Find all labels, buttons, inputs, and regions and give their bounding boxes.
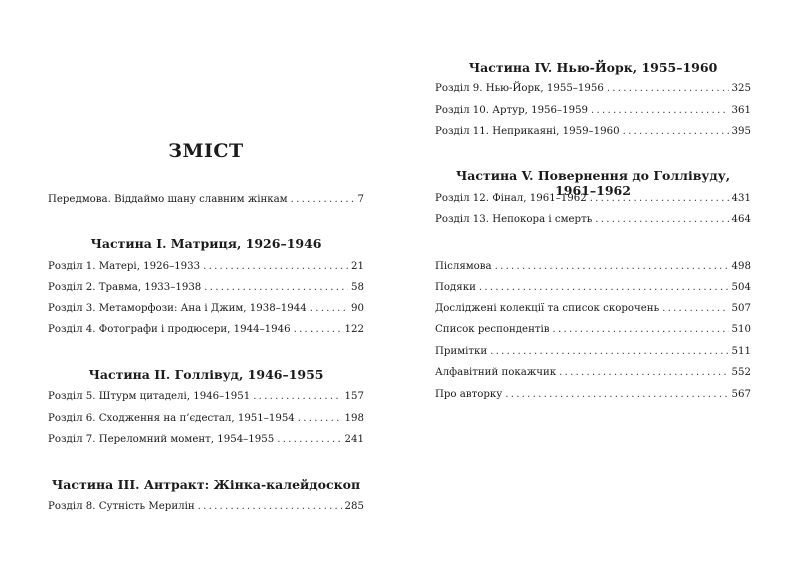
dot-leader: [310, 302, 348, 316]
entry-label: Примітки: [435, 346, 488, 357]
toc-entry-chapter[interactable]: [435, 125, 751, 139]
toc-entry-back-matter[interactable]: [435, 366, 751, 380]
toc-entry-back-matter[interactable]: [435, 260, 751, 274]
dot-leader: [623, 125, 729, 139]
entry-page-number: 58: [351, 282, 364, 293]
toc-entry-chapter[interactable]: [435, 82, 751, 96]
entry-label: Розділ 10. Артур, 1956–1959: [435, 105, 589, 116]
dot-leader: [495, 260, 729, 274]
dot-leader: [277, 433, 341, 447]
dot-leader: [253, 390, 341, 404]
dot-leader: [607, 82, 729, 96]
entry-page-number: 285: [344, 501, 364, 512]
entry-page-number: 567: [731, 389, 751, 400]
entry-label: Розділ 7. Переломний момент, 1954–1955: [48, 434, 275, 445]
toc-entry-chapter[interactable]: [48, 281, 364, 295]
dot-leader: [479, 281, 729, 295]
entry-page-number: 122: [344, 324, 364, 335]
dot-leader: [294, 323, 342, 337]
entry-page-number: 511: [731, 346, 751, 357]
entry-label: Розділ 13. Непокора і смерть: [435, 214, 593, 225]
entry-page-number: 7: [357, 194, 364, 205]
toc-entry-back-matter[interactable]: [435, 302, 751, 316]
entry-label: Список респондентів: [435, 324, 550, 335]
entry-page-number: 241: [344, 434, 364, 445]
entry-page-number: 507: [731, 303, 751, 314]
entry-page-number: 21: [351, 261, 364, 272]
dot-leader: [298, 412, 342, 426]
entry-page-number: 552: [731, 367, 751, 378]
entry-page-number: 498: [731, 261, 751, 272]
part-title: Частина V. Повернення до Голлівуду, 1961–1962: [455, 168, 731, 198]
toc-entry-chapter[interactable]: [48, 323, 364, 337]
toc-entry-chapter[interactable]: [48, 390, 364, 404]
entry-page-number: 325: [731, 83, 751, 94]
toc-entry-back-matter[interactable]: [435, 281, 751, 295]
toc-entry-chapter[interactable]: [48, 500, 364, 514]
dot-leader: [591, 104, 729, 118]
entry-label: Розділ 11. Неприкаяні, 1959–1960: [435, 126, 620, 137]
entry-page-number: 464: [731, 214, 751, 225]
toc-entry-back-matter[interactable]: [435, 388, 751, 402]
entry-label: Розділ 5. Штурм цитаделі, 1946–1951: [48, 391, 251, 402]
dot-leader: [505, 388, 728, 402]
dot-leader: [490, 345, 728, 359]
toc-title: ЗМІСТ: [168, 140, 244, 162]
dot-leader: [204, 281, 348, 295]
entry-label: Розділ 12. Фінал, 1961–1962: [435, 193, 587, 204]
part-title: Частина IV. Нью-Йорк, 1955–1960: [468, 60, 718, 75]
dot-leader: [203, 260, 348, 274]
entry-label: Розділ 6. Сходження на п’єдестал, 1951–1954: [48, 413, 295, 424]
entry-page-number: 90: [351, 303, 364, 314]
dot-leader: [595, 213, 728, 227]
left-page: [48, 0, 364, 570]
toc-entry-chapter[interactable]: [48, 433, 364, 447]
toc-entry-back-matter[interactable]: [435, 323, 751, 337]
entry-label: Післямова: [435, 261, 492, 272]
entry-label: Подяки: [435, 282, 476, 293]
toc-entry-chapter[interactable]: [435, 213, 751, 227]
entry-label: Розділ 3. Метаморфози: Ана і Джим, 1938–1944: [48, 303, 307, 314]
toc-entry-chapter[interactable]: [48, 412, 364, 426]
entry-label: Алфавітний покажчик: [435, 367, 557, 378]
dot-leader: [198, 500, 342, 514]
toc-entry-chapter[interactable]: [48, 302, 364, 316]
dot-leader: [590, 192, 729, 206]
entry-label: Досліджені колекції та список скорочень: [435, 303, 660, 314]
dot-leader: [662, 302, 728, 316]
part-title: Частина ІІ. Голлівуд, 1946–1955: [88, 367, 324, 382]
toc-entry-preface[interactable]: [48, 193, 364, 207]
entry-page-number: 510: [731, 324, 751, 335]
entry-label: Розділ 2. Травма, 1933–1938: [48, 282, 202, 293]
part-title: Частина ІІІ. Антракт: Жінка-калейдоскоп: [51, 477, 361, 492]
entry-page-number: 157: [344, 391, 364, 402]
toc-entry-back-matter[interactable]: [435, 345, 751, 359]
dot-leader: [559, 366, 728, 380]
toc-entry-chapter[interactable]: [48, 260, 364, 274]
entry-page-number: 431: [731, 193, 751, 204]
entry-page-number: 198: [344, 413, 364, 424]
entry-label: Розділ 1. Матері, 1926–1933: [48, 261, 201, 272]
entry-page-number: 504: [731, 282, 751, 293]
right-page: [435, 0, 751, 570]
entry-label: Розділ 8. Сутність Мерилін: [48, 501, 195, 512]
entry-page-number: 361: [731, 105, 751, 116]
entry-label: Розділ 9. Нью-Йорк, 1955–1956: [435, 83, 604, 94]
toc-entry-chapter[interactable]: [435, 104, 751, 118]
toc-entry-chapter[interactable]: [435, 192, 751, 206]
entry-page-number: 395: [731, 126, 751, 137]
part-title: Частина І. Матриця, 1926–1946: [90, 236, 322, 251]
dot-leader: [291, 193, 355, 207]
entry-label: Розділ 4. Фотографи і продюсери, 1944–1946: [48, 324, 291, 335]
entry-label: Про авторку: [435, 389, 503, 400]
entry-label: Передмова. Віддаймо шану славним жінкам: [48, 194, 288, 205]
dot-leader: [553, 323, 729, 337]
